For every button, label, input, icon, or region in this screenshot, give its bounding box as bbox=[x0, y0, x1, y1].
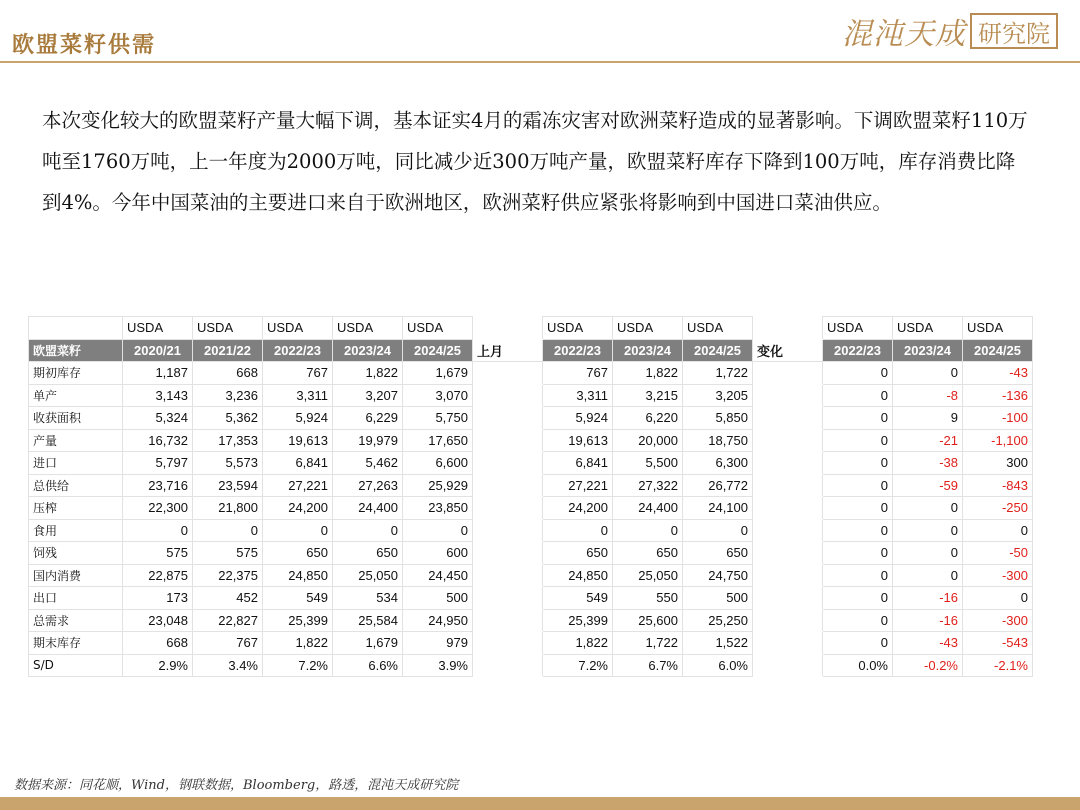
table-cell bbox=[753, 654, 823, 677]
table-cell: 1,822 bbox=[263, 632, 333, 655]
row-label: 出口 bbox=[29, 587, 123, 610]
table-cell: 24,100 bbox=[683, 497, 753, 520]
table-cell: 650 bbox=[613, 542, 683, 565]
table-cell bbox=[753, 564, 823, 587]
table-cell: 5,462 bbox=[333, 452, 403, 475]
table-cell: 5,850 bbox=[683, 407, 753, 430]
table-cell: 3,311 bbox=[263, 384, 333, 407]
page-title: 欧盟菜籽供需 bbox=[12, 32, 157, 58]
table-cell: 2023/24 bbox=[613, 339, 683, 362]
row-label: 总供给 bbox=[29, 474, 123, 497]
table-cell: 24,400 bbox=[613, 497, 683, 520]
table-cell: 767 bbox=[193, 632, 263, 655]
table-cell: 500 bbox=[683, 587, 753, 610]
table-cell: -300 bbox=[963, 564, 1033, 587]
table-cell: 5,573 bbox=[193, 452, 263, 475]
table-cell: 0 bbox=[613, 519, 683, 542]
table-cell bbox=[753, 384, 823, 407]
table-cell: 1,822 bbox=[543, 632, 613, 655]
table-cell: 650 bbox=[333, 542, 403, 565]
footer-bar bbox=[0, 797, 1080, 810]
table-cell: 575 bbox=[193, 542, 263, 565]
table-cell: 668 bbox=[123, 632, 193, 655]
table-cell: 3,070 bbox=[403, 384, 473, 407]
row-label: 期初库存 bbox=[29, 362, 123, 385]
table-cell: 0 bbox=[683, 519, 753, 542]
table-cell: 0 bbox=[823, 542, 893, 565]
table-cell bbox=[753, 317, 823, 340]
row-label: 欧盟菜籽 bbox=[29, 339, 123, 362]
table-cell: 23,594 bbox=[193, 474, 263, 497]
row-label: 期末库存 bbox=[29, 632, 123, 655]
table-cell: 3,236 bbox=[193, 384, 263, 407]
table-cell: 18,750 bbox=[683, 429, 753, 452]
table-cell bbox=[473, 384, 543, 407]
table-cell bbox=[753, 362, 823, 385]
table-cell: -21 bbox=[893, 429, 963, 452]
table-cell: 2.9% bbox=[123, 654, 193, 677]
table-cell: 767 bbox=[263, 362, 333, 385]
row-label: S/D bbox=[29, 654, 123, 677]
table-cell: USDA bbox=[123, 317, 193, 340]
table-cell: 3,311 bbox=[543, 384, 613, 407]
table-cell: 1,822 bbox=[613, 362, 683, 385]
table-cell: 6,600 bbox=[403, 452, 473, 475]
table-cell bbox=[753, 519, 823, 542]
logo-badge: 研究院 bbox=[970, 13, 1058, 49]
table-cell: -50 bbox=[963, 542, 1033, 565]
table-cell: 6,300 bbox=[683, 452, 753, 475]
table-cell: 300 bbox=[963, 452, 1033, 475]
table-cell: 1,822 bbox=[333, 362, 403, 385]
table-cell: 0 bbox=[823, 474, 893, 497]
row-label: 产量 bbox=[29, 429, 123, 452]
table-cell bbox=[473, 474, 543, 497]
table-cell: 2024/25 bbox=[963, 339, 1033, 362]
table-cell: 2024/25 bbox=[403, 339, 473, 362]
table-cell: 22,875 bbox=[123, 564, 193, 587]
table-cell bbox=[473, 452, 543, 475]
row-label: 压榨 bbox=[29, 497, 123, 520]
table-cell: -250 bbox=[963, 497, 1033, 520]
table-cell: 21,800 bbox=[193, 497, 263, 520]
table-cell: 23,048 bbox=[123, 609, 193, 632]
logo-wordmark: 混沌天成 bbox=[842, 17, 966, 52]
table-cell bbox=[473, 587, 543, 610]
table-cell: 3.9% bbox=[403, 654, 473, 677]
table-cell: -0.2% bbox=[893, 654, 963, 677]
table-cell: -300 bbox=[963, 609, 1033, 632]
table-cell: -2.1% bbox=[963, 654, 1033, 677]
table-cell: -100 bbox=[963, 407, 1033, 430]
table-cell: -136 bbox=[963, 384, 1033, 407]
table-cell bbox=[473, 632, 543, 655]
table-row bbox=[29, 474, 1033, 497]
table-cell: 5,924 bbox=[263, 407, 333, 430]
data-source-note: 数据来源：同花顺，Wind，钢联数据，Bloomberg，路透，混沌天成研究院 bbox=[14, 778, 459, 793]
table-cell bbox=[473, 362, 543, 385]
table-cell: 650 bbox=[263, 542, 333, 565]
table-cell bbox=[473, 317, 543, 340]
row-label: 饲残 bbox=[29, 542, 123, 565]
table-cell: 6,229 bbox=[333, 407, 403, 430]
table-cell: 2021/22 bbox=[193, 339, 263, 362]
table-cell: 650 bbox=[683, 542, 753, 565]
table-cell: 0 bbox=[893, 362, 963, 385]
table-cell: USDA bbox=[963, 317, 1033, 340]
table-row bbox=[29, 407, 1033, 430]
summary-paragraph: 本次变化较大的欧盟菜籽产量大幅下调，基本证实4月的霜冻灾害对欧洲菜籽造成的显著影响。下调欧盟菜籽110万吨至1760万吨，上一年度为2000万吨，同比减少近300万吨产量，欧盟菜籽库存下降到100万吨，库存消费比降到4%。今年中国菜油的主要进口来自于欧洲地区，欧洲菜籽供应紧张将影响到中国进口菜油供应。 bbox=[42, 109, 1028, 214]
table-cell: 2023/24 bbox=[893, 339, 963, 362]
table-cell: 19,979 bbox=[333, 429, 403, 452]
table-cell: 25,050 bbox=[333, 564, 403, 587]
table-cell: 19,613 bbox=[263, 429, 333, 452]
table-cell: 1,522 bbox=[683, 632, 753, 655]
table-row bbox=[29, 452, 1033, 475]
table-cell: 22,827 bbox=[193, 609, 263, 632]
table-cell: 变化 bbox=[753, 339, 823, 362]
table-cell: 0 bbox=[893, 542, 963, 565]
table-cell bbox=[753, 587, 823, 610]
table-cell: 0 bbox=[823, 587, 893, 610]
table-cell: 25,600 bbox=[613, 609, 683, 632]
table-row bbox=[29, 587, 1033, 610]
table-cell: 767 bbox=[543, 362, 613, 385]
table-cell: 6.7% bbox=[613, 654, 683, 677]
table-cell: 0 bbox=[263, 519, 333, 542]
row-label: 国内消费 bbox=[29, 564, 123, 587]
table-cell: -43 bbox=[893, 632, 963, 655]
table-cell: 3.4% bbox=[193, 654, 263, 677]
table-cell: 0 bbox=[823, 407, 893, 430]
table-cell: USDA bbox=[193, 317, 263, 340]
table-cell: 24,850 bbox=[543, 564, 613, 587]
table-cell: 6.0% bbox=[683, 654, 753, 677]
table-cell: 0 bbox=[823, 632, 893, 655]
table-cell: 1,187 bbox=[123, 362, 193, 385]
table-cell: 26,772 bbox=[683, 474, 753, 497]
table-cell: -8 bbox=[893, 384, 963, 407]
table-row bbox=[29, 632, 1033, 655]
table-cell: 24,200 bbox=[543, 497, 613, 520]
row-label bbox=[29, 317, 123, 340]
table-cell: USDA bbox=[893, 317, 963, 340]
table-cell: 0.0% bbox=[823, 654, 893, 677]
table-cell: 24,850 bbox=[263, 564, 333, 587]
table-cell: 24,750 bbox=[683, 564, 753, 587]
table-cell: USDA bbox=[333, 317, 403, 340]
table-cell: 0 bbox=[823, 609, 893, 632]
table-cell: 1,679 bbox=[333, 632, 403, 655]
table-cell: 3,143 bbox=[123, 384, 193, 407]
table-cell: -59 bbox=[893, 474, 963, 497]
table-cell: 6,841 bbox=[543, 452, 613, 475]
table-cell: USDA bbox=[263, 317, 333, 340]
table-row bbox=[29, 609, 1033, 632]
table-cell bbox=[753, 609, 823, 632]
table-cell: 5,797 bbox=[123, 452, 193, 475]
table-cell bbox=[753, 497, 823, 520]
table-cell: USDA bbox=[403, 317, 473, 340]
table-cell: 550 bbox=[613, 587, 683, 610]
table-cell: 2024/25 bbox=[683, 339, 753, 362]
table-cell: 0 bbox=[543, 519, 613, 542]
row-label: 收获面积 bbox=[29, 407, 123, 430]
table-cell: 0 bbox=[123, 519, 193, 542]
table-cell: 1,679 bbox=[403, 362, 473, 385]
table-cell bbox=[473, 519, 543, 542]
table-cell: 575 bbox=[123, 542, 193, 565]
table-cell: 0 bbox=[963, 587, 1033, 610]
table-cell bbox=[753, 474, 823, 497]
table-cell: 452 bbox=[193, 587, 263, 610]
table-cell bbox=[753, 542, 823, 565]
table-cell: 25,399 bbox=[263, 609, 333, 632]
table-row bbox=[29, 384, 1033, 407]
table-cell: USDA bbox=[613, 317, 683, 340]
table-cell: 2022/23 bbox=[823, 339, 893, 362]
table-cell: 24,200 bbox=[263, 497, 333, 520]
table-cell: 24,950 bbox=[403, 609, 473, 632]
table-cell: 5,750 bbox=[403, 407, 473, 430]
table-cell: 3,205 bbox=[683, 384, 753, 407]
table-cell: 23,716 bbox=[123, 474, 193, 497]
table-cell: 27,221 bbox=[543, 474, 613, 497]
header-row bbox=[29, 339, 1033, 362]
table-cell: 24,450 bbox=[403, 564, 473, 587]
table-cell: 0 bbox=[333, 519, 403, 542]
table-cell: -38 bbox=[893, 452, 963, 475]
table-cell: 5,500 bbox=[613, 452, 683, 475]
table-cell: USDA bbox=[823, 317, 893, 340]
table-cell: 25,929 bbox=[403, 474, 473, 497]
table-row bbox=[29, 564, 1033, 587]
source-row bbox=[29, 317, 1033, 340]
supply-demand-table-wrapper bbox=[28, 316, 1033, 677]
company-logo bbox=[842, 12, 1058, 50]
table-cell: USDA bbox=[683, 317, 753, 340]
table-cell: 0 bbox=[823, 564, 893, 587]
table-cell: -43 bbox=[963, 362, 1033, 385]
table-row bbox=[29, 362, 1033, 385]
table-cell: 7.2% bbox=[543, 654, 613, 677]
table-row bbox=[29, 497, 1033, 520]
table-cell: 3,207 bbox=[333, 384, 403, 407]
table-cell: -543 bbox=[963, 632, 1033, 655]
table-row bbox=[29, 654, 1033, 677]
table-cell: 2022/23 bbox=[263, 339, 333, 362]
table-cell: -16 bbox=[893, 609, 963, 632]
table-cell: 6,220 bbox=[613, 407, 683, 430]
table-cell: 9 bbox=[893, 407, 963, 430]
table-cell: 27,221 bbox=[263, 474, 333, 497]
table-cell: 20,000 bbox=[613, 429, 683, 452]
table-cell: 534 bbox=[333, 587, 403, 610]
table-cell bbox=[473, 429, 543, 452]
table-cell: 6.6% bbox=[333, 654, 403, 677]
table-cell: 22,375 bbox=[193, 564, 263, 587]
table-cell: 2020/21 bbox=[123, 339, 193, 362]
table-cell: 1,722 bbox=[683, 362, 753, 385]
table-cell: 22,300 bbox=[123, 497, 193, 520]
table-cell: 25,250 bbox=[683, 609, 753, 632]
table-cell: 549 bbox=[263, 587, 333, 610]
table-cell bbox=[753, 452, 823, 475]
table-cell: 16,732 bbox=[123, 429, 193, 452]
table-cell bbox=[473, 407, 543, 430]
table-cell: 17,650 bbox=[403, 429, 473, 452]
table-cell: 19,613 bbox=[543, 429, 613, 452]
table-cell: 0 bbox=[823, 519, 893, 542]
table-cell bbox=[473, 497, 543, 520]
row-label: 进口 bbox=[29, 452, 123, 475]
table-cell: 173 bbox=[123, 587, 193, 610]
table-cell: -1,100 bbox=[963, 429, 1033, 452]
table-cell: -843 bbox=[963, 474, 1033, 497]
row-label: 单产 bbox=[29, 384, 123, 407]
table-cell: -16 bbox=[893, 587, 963, 610]
table-cell: 0 bbox=[823, 429, 893, 452]
table-cell: 549 bbox=[543, 587, 613, 610]
table-cell: 24,400 bbox=[333, 497, 403, 520]
table-cell bbox=[473, 542, 543, 565]
table-cell: 5,362 bbox=[193, 407, 263, 430]
table-cell: 27,263 bbox=[333, 474, 403, 497]
table-row bbox=[29, 429, 1033, 452]
table-cell: USDA bbox=[543, 317, 613, 340]
row-label: 总需求 bbox=[29, 609, 123, 632]
supply-demand-table bbox=[28, 316, 1033, 677]
table-cell bbox=[753, 632, 823, 655]
table-cell: 5,324 bbox=[123, 407, 193, 430]
table-cell: 0 bbox=[823, 452, 893, 475]
table-cell: 3,215 bbox=[613, 384, 683, 407]
table-cell: 17,353 bbox=[193, 429, 263, 452]
table-cell: 7.2% bbox=[263, 654, 333, 677]
header-divider bbox=[0, 61, 1080, 63]
page-header bbox=[0, 0, 1080, 64]
row-label: 食用 bbox=[29, 519, 123, 542]
table-cell bbox=[753, 407, 823, 430]
table-cell: 979 bbox=[403, 632, 473, 655]
table-row bbox=[29, 519, 1033, 542]
table-cell: 500 bbox=[403, 587, 473, 610]
table-cell: 6,841 bbox=[263, 452, 333, 475]
table-cell: 上月 bbox=[473, 339, 543, 362]
table-cell: 25,584 bbox=[333, 609, 403, 632]
table-cell: 25,050 bbox=[613, 564, 683, 587]
table-cell bbox=[753, 429, 823, 452]
table-cell: 0 bbox=[893, 519, 963, 542]
table-cell: 650 bbox=[543, 542, 613, 565]
table-cell bbox=[473, 654, 543, 677]
table-cell: 600 bbox=[403, 542, 473, 565]
table-cell: 27,322 bbox=[613, 474, 683, 497]
table-cell: 668 bbox=[193, 362, 263, 385]
table-cell: 0 bbox=[823, 362, 893, 385]
table-cell: 0 bbox=[893, 497, 963, 520]
table-cell bbox=[473, 564, 543, 587]
table-cell: 2022/23 bbox=[543, 339, 613, 362]
table-cell: 0 bbox=[193, 519, 263, 542]
table-row bbox=[29, 542, 1033, 565]
table-cell: 2023/24 bbox=[333, 339, 403, 362]
table-cell: 25,399 bbox=[543, 609, 613, 632]
table-cell: 0 bbox=[893, 564, 963, 587]
table-cell: 5,924 bbox=[543, 407, 613, 430]
table-cell: 0 bbox=[823, 497, 893, 520]
table-cell: 1,722 bbox=[613, 632, 683, 655]
table-cell: 0 bbox=[963, 519, 1033, 542]
table-cell: 0 bbox=[823, 384, 893, 407]
table-cell bbox=[473, 609, 543, 632]
table-cell: 23,850 bbox=[403, 497, 473, 520]
table-cell: 0 bbox=[403, 519, 473, 542]
